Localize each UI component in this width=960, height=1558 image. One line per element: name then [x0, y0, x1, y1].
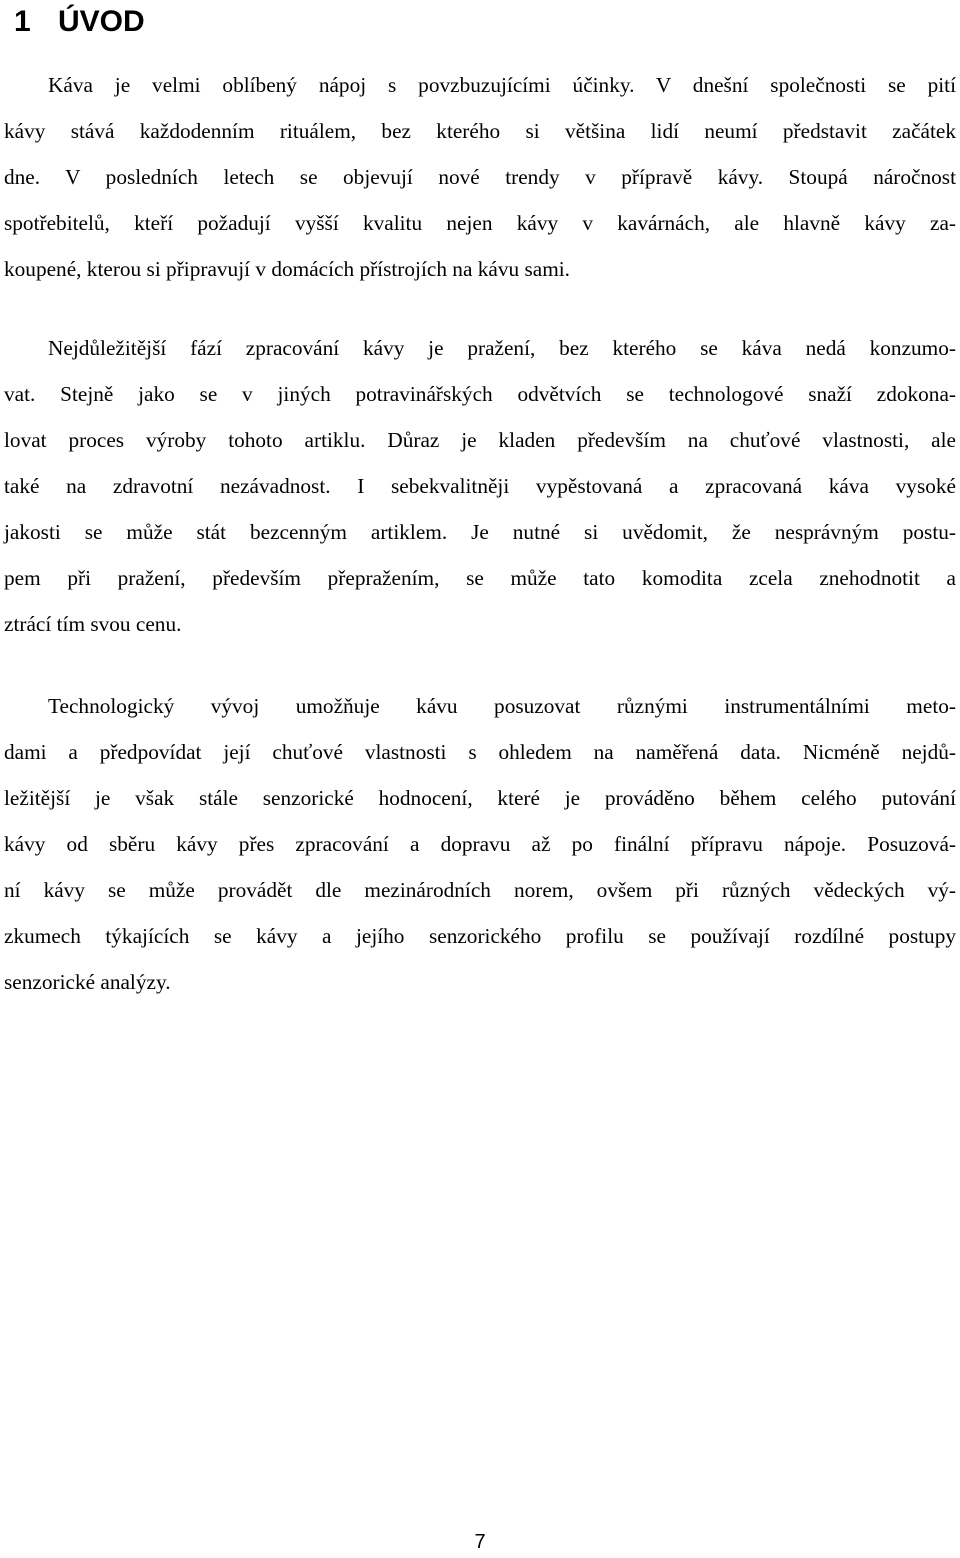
text-line: vat. Stejně jako se v jiných potravinářských odvětvích se technologové snaží zdokona- — [4, 382, 956, 406]
text-line: Technologický vývoj umožňuje kávu posuzovat různými instrumentálními meto- — [48, 694, 956, 718]
text-line: dami a předpovídat její chuťové vlastnosti s ohledem na naměřená data. Nicméně nejdů- — [4, 740, 956, 764]
text-line: také na zdravotní nezávadnost. I sebekvalitněji vypěstovaná a zpracovaná káva vysoké — [4, 474, 956, 498]
chapter-heading — [14, 2, 145, 42]
paragraph-1 — [4, 62, 956, 292]
text-line: koupené, kterou si připravují v domácích přístrojích na kávu sami. — [4, 257, 570, 281]
chapter-number: 1 — [14, 5, 31, 38]
text-line: pem při pražení, především přepražením, se může tato komodita zcela znehodnotit a — [4, 566, 956, 590]
paragraph-3 — [4, 683, 956, 1005]
chapter-title: ÚVOD — [58, 5, 145, 38]
text-line: spotřebitelů, kteří požadují vyšší kvalitu nejen kávy v kavárnách, ale hlavně kávy za- — [4, 211, 956, 235]
text-line: ní kávy se může provádět dle mezinárodních norem, ovšem při různých vědeckých vý- — [4, 878, 956, 902]
text-line: Káva je velmi oblíbený nápoj s povzbuzujícími účinky. V dnešní společnosti se pití — [48, 73, 956, 97]
text-line: kávy stává každodenním rituálem, bez kterého si většina lidí neumí představit začátek — [4, 119, 956, 143]
text-line: dne. V posledních letech se objevují nové trendy v přípravě kávy. Stoupá náročnost — [4, 165, 956, 189]
text-line: jakosti se může stát bezcenným artiklem. Je nutné si uvědomit, že nesprávným postu- — [4, 520, 956, 544]
page-number: 7 — [474, 1531, 486, 1553]
text-line: senzorické analýzy. — [4, 970, 171, 994]
paragraph-2 — [4, 325, 956, 647]
text-line: Nejdůležitější fází zpracování kávy je pražení, bez kterého se káva nedá konzumo- — [48, 336, 956, 360]
text-line: zkumech týkajících se kávy a jejího senzorického profilu se používají rozdílné postupy — [4, 924, 956, 948]
text-line: ztrácí tím svou cenu. — [4, 612, 182, 636]
text-line: ležitější je však stále senzorické hodnocení, které je prováděno během celého putování — [4, 786, 956, 810]
text-line: kávy od sběru kávy přes zpracování a dopravu až po finální přípravu nápoje. Posuzová- — [4, 832, 956, 856]
text-line: lovat proces výroby tohoto artiklu. Důraz je kladen především na chuťové vlastnosti, ale — [4, 428, 956, 452]
